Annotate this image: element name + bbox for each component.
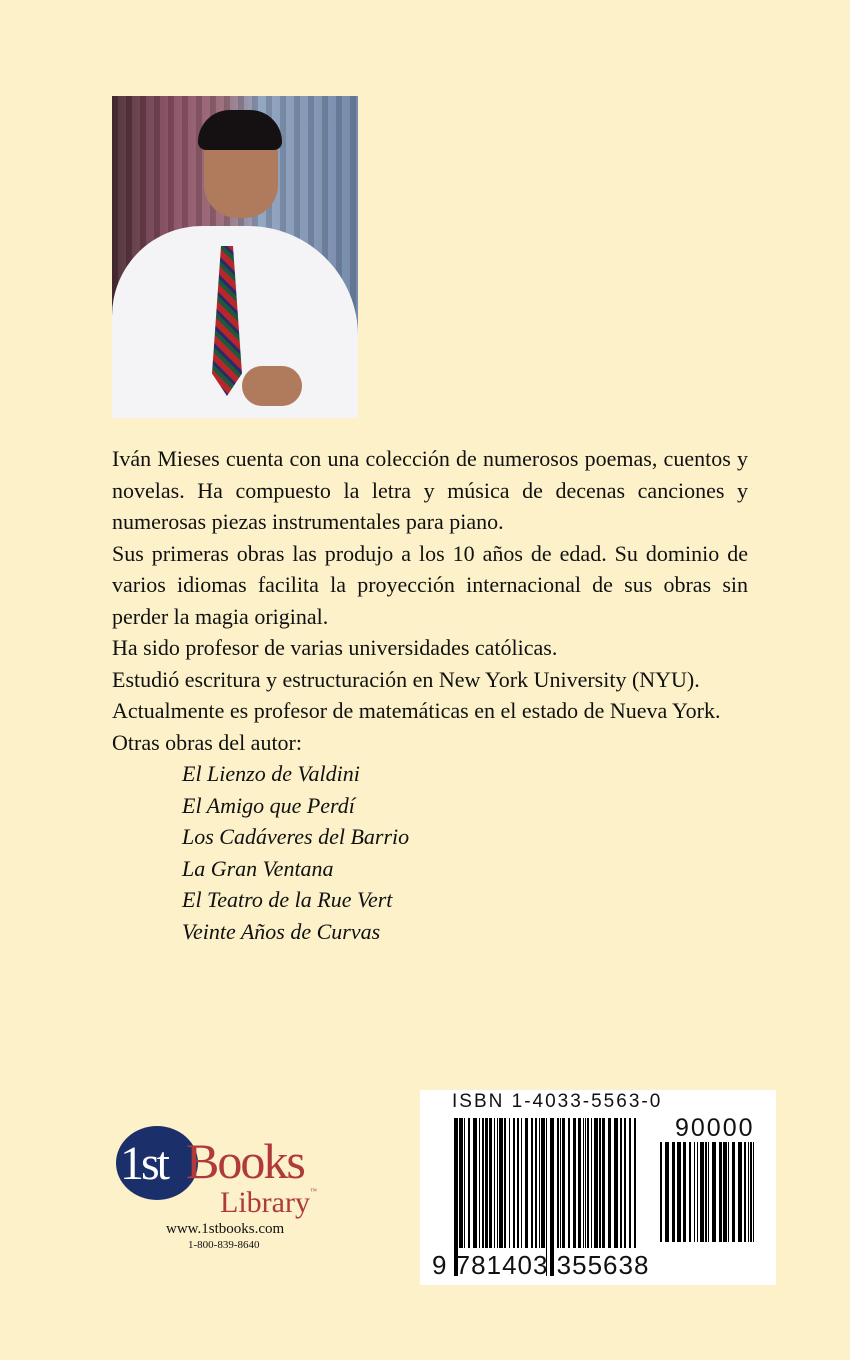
- barcode-bar: [629, 1118, 631, 1248]
- bio-paragraph: Estudió escritura y estructuración en New York University (NYU).: [112, 666, 700, 692]
- other-works-heading: Otras obras del autor:: [112, 729, 302, 755]
- hands: [242, 366, 302, 406]
- barcode-bar: [485, 1118, 488, 1248]
- price-code: 90000: [675, 1114, 755, 1142]
- bio-paragraph: Ha sido profesor de varias universidades católicas.: [112, 635, 558, 660]
- barcode-bar: [634, 1118, 636, 1248]
- barcode-bar: [578, 1118, 581, 1248]
- barcode-bar: [683, 1142, 686, 1242]
- barcode-bar: [513, 1118, 515, 1248]
- work-title: Los Cadáveres del Barrio: [182, 824, 410, 849]
- barcode-bar: [541, 1118, 545, 1248]
- barcode-bar: [525, 1118, 528, 1248]
- barcode-bar: [499, 1118, 503, 1248]
- barcode-bar: [700, 1142, 704, 1242]
- logo-books: Books: [186, 1133, 304, 1189]
- barcode-bar: [732, 1142, 735, 1242]
- work-title: La Gran Ventana: [182, 855, 334, 881]
- other-works-list: [112, 758, 748, 947]
- publisher-url: www.1stbooks.com: [166, 1221, 285, 1237]
- barcode-bar: [482, 1118, 484, 1248]
- barcode-bar: [521, 1118, 522, 1248]
- work-title: El Lienzo de Valdini: [182, 761, 360, 786]
- barcode-bar: [497, 1118, 498, 1248]
- bio-paragraph: Actualmente es profesor de matemáticas en el estado de Nueva York.: [112, 698, 721, 723]
- barcode-bar: [594, 1118, 598, 1248]
- barcode-bar: [583, 1118, 584, 1248]
- barcode-bar: [573, 1118, 576, 1248]
- logo-library: [220, 1188, 317, 1218]
- barcode-bar: [697, 1142, 698, 1242]
- bio-paragraph: Iván Mieses cuenta con una colección de numerosos poemas, cuentos y novelas. Ha compuesto la letra y música de decenas canciones y numerosas piezas instrumentales para piano.: [112, 446, 748, 534]
- trademark: ™: [309, 1187, 317, 1195]
- barcode-bar: [459, 1118, 463, 1248]
- barcode-bar: [614, 1118, 618, 1248]
- barcode-bar: [494, 1118, 495, 1248]
- barcode-bar: [591, 1118, 592, 1248]
- barcode-bar: [531, 1118, 533, 1248]
- barcode-bar: [464, 1118, 465, 1248]
- barcode-bar: [624, 1118, 626, 1248]
- barcode-bar: [712, 1142, 716, 1242]
- barcode-bar: [473, 1118, 477, 1248]
- price-bars: [660, 1142, 758, 1270]
- barcode-bar: [602, 1118, 605, 1248]
- work-title: El Teatro de la Rue Vert: [182, 887, 393, 912]
- barcode-bar: [744, 1142, 746, 1242]
- barcode-bar: [728, 1142, 729, 1242]
- barcode-bar: [535, 1118, 537, 1248]
- barcode-bar: [562, 1118, 565, 1248]
- author-photo: [112, 96, 358, 418]
- barcode-bar: [539, 1118, 540, 1248]
- ean-number: 9 781403 355638: [432, 1250, 650, 1280]
- barcode-bar: [708, 1142, 709, 1242]
- barcode-bar: [723, 1142, 727, 1242]
- barcode: [420, 1090, 776, 1285]
- hair: [198, 110, 282, 150]
- barcode-bar: [509, 1118, 510, 1248]
- barcode-bar: [660, 1142, 662, 1242]
- barcode-bar: [705, 1142, 707, 1242]
- barcode-bar: [750, 1142, 752, 1242]
- barcode-bar: [504, 1118, 506, 1248]
- isbn-number: ISBN 1-4033-5563-0: [452, 1091, 663, 1112]
- barcode-bar: [468, 1118, 470, 1248]
- barcode-bar: [738, 1142, 742, 1242]
- work-title: El Amigo que Perdí: [182, 792, 355, 818]
- barcode-bar: [517, 1118, 519, 1248]
- barcode-bar: [585, 1118, 586, 1248]
- barcode-bar: [568, 1118, 570, 1248]
- publisher-logo: [116, 1126, 346, 1256]
- barcode-bar: [557, 1118, 559, 1248]
- barcode-bar: [620, 1118, 622, 1248]
- publisher-phone: 1-800-839-8640: [188, 1239, 260, 1251]
- logo-1st: 1st: [120, 1137, 168, 1190]
- author-bio: [112, 443, 748, 947]
- barcode-bar: [489, 1118, 492, 1248]
- bio-paragraph: Sus primeras obras las produjo a los 10 años de edad. Su dominio de varios idiomas facilita la proyección internacional de sus obras sin perder la magia original.: [112, 540, 748, 629]
- barcode-bar: [748, 1142, 749, 1242]
- barcode-bar: [599, 1118, 601, 1248]
- barcode-bar: [677, 1142, 681, 1242]
- barcode-bar: [672, 1142, 675, 1242]
- work-title: Veinte Años de Curvas: [182, 918, 381, 944]
- logo-library-text: Library: [220, 1186, 310, 1219]
- barcode-bar: [479, 1118, 480, 1248]
- barcode-bar: [719, 1142, 722, 1242]
- barcode-bar: [587, 1118, 589, 1248]
- barcode-bar: [694, 1142, 695, 1242]
- barcode-bar: [689, 1142, 691, 1242]
- barcode-bar: [608, 1118, 611, 1248]
- barcode-bar: [665, 1142, 669, 1242]
- barcode-bar: [753, 1142, 754, 1242]
- barcode-bar: [560, 1118, 561, 1248]
